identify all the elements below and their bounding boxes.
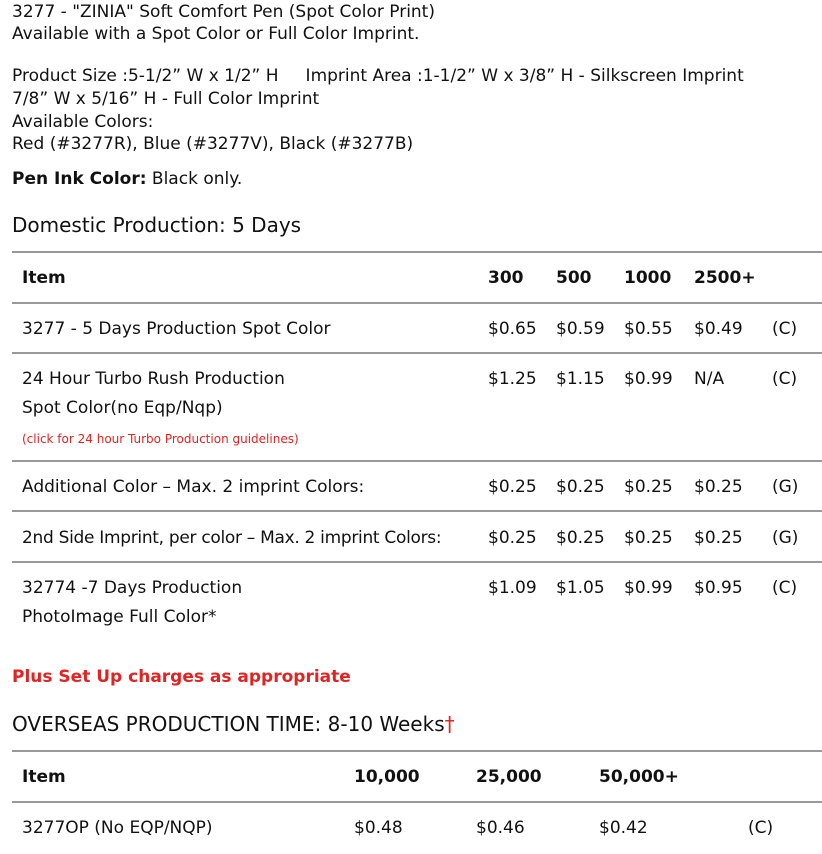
price-300: $0.65 <box>488 319 537 339</box>
divider <box>12 302 822 304</box>
column-header-25000: 25,000 <box>476 767 542 787</box>
price-300: $1.25 <box>488 369 537 389</box>
price-2500: $0.95 <box>694 578 743 598</box>
price-code: (G) <box>772 477 799 497</box>
setup-charges-note: Plus Set Up charges as appropriate <box>12 667 351 687</box>
price-code: (C) <box>772 369 798 389</box>
column-header-2500: 2500+ <box>694 268 756 288</box>
price-1000: $0.25 <box>624 477 673 497</box>
available-colors-value: Red (#3277R), Blue (#3277V), Black (#3277B) <box>12 134 414 154</box>
column-header-1000: 1000 <box>624 268 672 288</box>
price-500: $1.05 <box>556 578 605 598</box>
price-1000: $0.25 <box>624 528 673 548</box>
row-item: 3277 - 5 Days Production Spot Color <box>22 319 331 339</box>
price-500: $0.25 <box>556 477 605 497</box>
row-item: Additional Color – Max. 2 imprint Colors: <box>22 477 365 497</box>
row-item-subtitle: PhotoImage Full Color* <box>22 607 217 627</box>
price-25000: $0.46 <box>476 818 525 838</box>
divider <box>12 510 822 512</box>
column-header-50000: 50,000+ <box>599 767 679 787</box>
price-300: $0.25 <box>488 528 537 548</box>
price-300: $0.25 <box>488 477 537 497</box>
price-500: $1.15 <box>556 369 605 389</box>
price-500: $0.59 <box>556 319 605 339</box>
row-item: 2nd Side Imprint, per color – Max. 2 imprint Colors: <box>22 528 442 548</box>
divider <box>12 352 822 354</box>
domestic-heading: Domestic Production: 5 Days <box>12 213 302 237</box>
column-header-item: Item <box>22 767 66 787</box>
column-header-500: 500 <box>556 268 592 288</box>
overseas-heading-text: OVERSEAS PRODUCTION TIME: 8-10 Weeks <box>12 712 445 736</box>
column-header-300: 300 <box>488 268 524 288</box>
pen-ink-color <box>12 168 242 191</box>
divider <box>12 750 822 752</box>
column-header-10000: 10,000 <box>354 767 420 787</box>
row-item: 24 Hour Turbo Rush Production <box>22 369 285 389</box>
price-2500: $0.49 <box>694 319 743 339</box>
price-2500: N/A <box>694 369 725 389</box>
row-item: 32774 -7 Days Production <box>22 578 243 598</box>
price-code: (C) <box>748 818 774 838</box>
price-code: (C) <box>772 319 798 339</box>
price-10000: $0.48 <box>354 818 403 838</box>
overseas-heading <box>12 713 455 736</box>
column-header-item: Item <box>22 268 66 288</box>
price-1000: $0.99 <box>624 369 673 389</box>
available-colors-label: Available Colors: <box>12 112 154 132</box>
price-50000: $0.42 <box>599 818 648 838</box>
divider <box>12 801 822 803</box>
product-title: 3277 - "ZINIA" Soft Comfort Pen (Spot Color Print) <box>12 2 435 22</box>
row-item: 3277OP (No EQP/NQP) <box>22 818 213 838</box>
divider <box>12 251 822 253</box>
imprint-availability: Available with a Spot Color or Full Color Imprint. <box>12 24 420 44</box>
divider <box>12 460 822 462</box>
price-1000: $0.55 <box>624 319 673 339</box>
price-500: $0.25 <box>556 528 605 548</box>
pen-ink-label: Pen Ink Color: <box>12 169 147 189</box>
dagger-footnote-mark: † <box>444 712 455 736</box>
pen-ink-value: Black only. <box>146 169 243 189</box>
price-300: $1.09 <box>488 578 537 598</box>
full-color-imprint-area: 7/8” W x 5/16” H - Full Color Imprint <box>12 89 320 109</box>
price-2500: $0.25 <box>694 528 743 548</box>
row-item-subtitle: Spot Color(no Eqp/Nqp) <box>22 398 223 418</box>
turbo-guidelines-link[interactable]: (click for 24 hour Turbo Production guidelines) <box>22 432 299 446</box>
price-code: (G) <box>772 528 799 548</box>
product-size: Product Size :5-1/2” W x 1/2” H Imprint Area :1-1/2” W x 3/8” H - Silkscreen Imprint <box>12 66 744 86</box>
divider <box>12 561 822 563</box>
price-1000: $0.99 <box>624 578 673 598</box>
price-2500: $0.25 <box>694 477 743 497</box>
price-code: (C) <box>772 578 798 598</box>
